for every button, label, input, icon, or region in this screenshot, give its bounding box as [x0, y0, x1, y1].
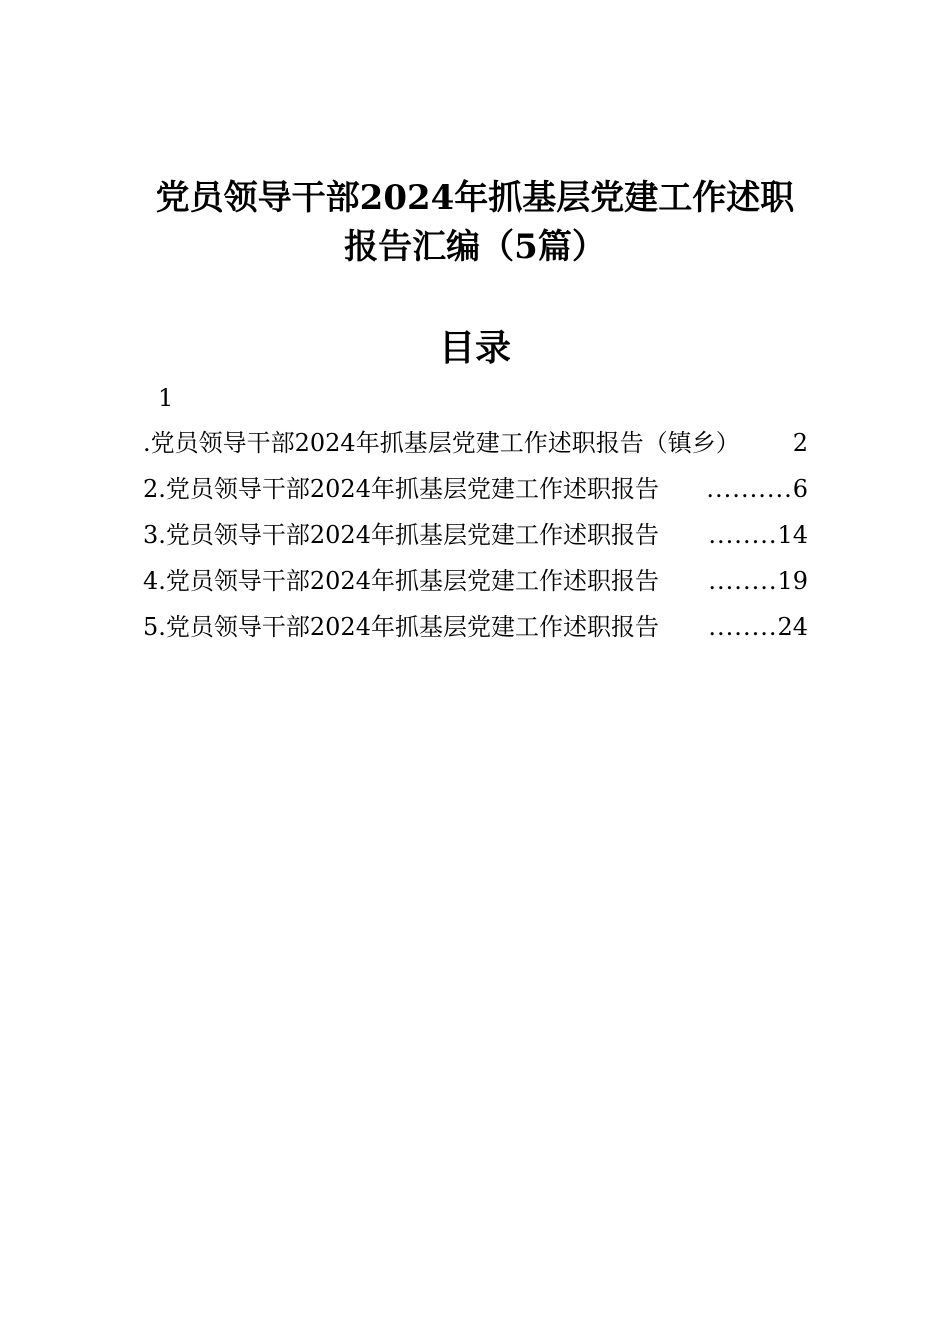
document-title-line-2: 报告汇编（5篇）: [344, 227, 606, 267]
toc-entry-title: 2.党员领导干部2024年抓基层党建工作述职报告: [143, 475, 659, 503]
toc-entry-leader: ........: [708, 613, 778, 641]
toc-entry-page: 19: [777, 567, 808, 595]
toc-entry-3[interactable]: [143, 512, 808, 558]
toc-entry-1[interactable]: [143, 420, 808, 466]
toc-entry-4[interactable]: [143, 558, 808, 604]
toc-entry-page: 24: [777, 613, 808, 641]
table-of-contents: [143, 376, 808, 650]
toc-entry-page: 2: [792, 429, 808, 457]
toc-entry-page: 14: [777, 521, 808, 549]
toc-entry-page: 6: [792, 475, 808, 503]
toc-entry-title: 4.党员领导干部2024年抓基层党建工作述职报告: [143, 567, 659, 595]
toc-entry-leader: ..........: [706, 475, 793, 503]
document-title-line-1: 党员领导干部2024年抓基层党建工作述职: [155, 178, 795, 218]
toc-entry-title: 3.党员领导干部2024年抓基层党建工作述职报告: [143, 521, 659, 549]
toc-entry-2[interactable]: [143, 466, 808, 512]
toc-entry-leader: ........: [708, 521, 778, 549]
toc-number-line: 1: [158, 384, 174, 412]
toc-entry-5[interactable]: [143, 604, 808, 650]
toc-heading: 目录: [438, 327, 511, 369]
toc-entry-title: .党员领导干部2024年抓基层党建工作述职报告（镇乡）: [143, 429, 740, 457]
toc-entry-title: 5.党员领导干部2024年抓基层党建工作述职报告: [143, 613, 659, 641]
toc-entry-leader: ........: [708, 567, 778, 595]
